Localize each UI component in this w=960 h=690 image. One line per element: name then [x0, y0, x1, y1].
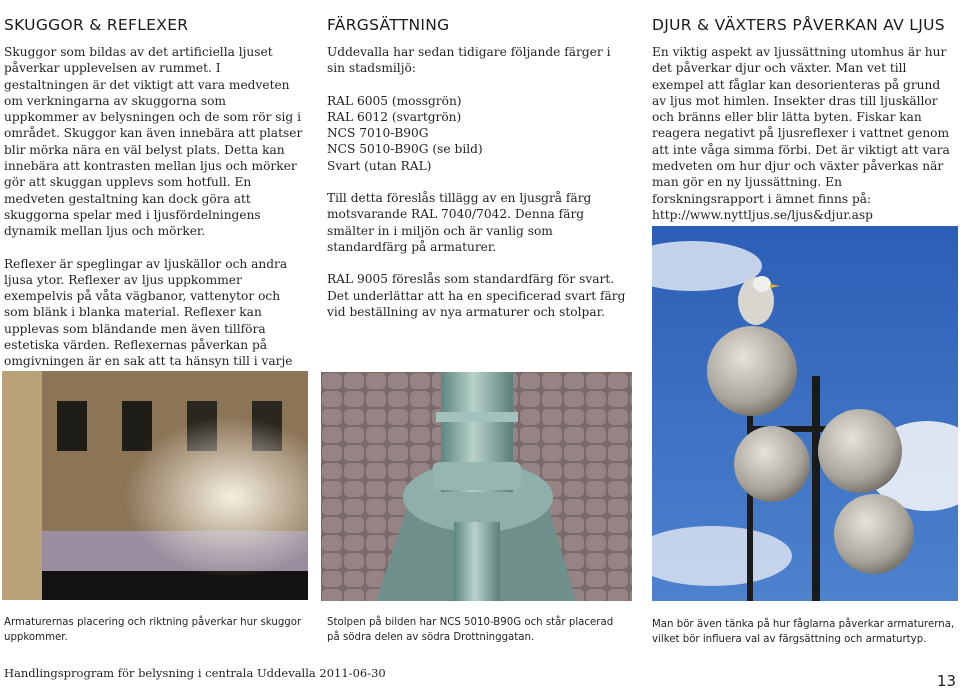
photo-night-facade — [2, 371, 308, 600]
color-item: RAL 6005 (mossgrön) — [327, 93, 462, 108]
color-item: RAL 6012 (svartgrön) — [327, 109, 462, 124]
night-facade-image — [2, 371, 308, 600]
color-list — [327, 93, 632, 174]
colors-black-paragraph: RAL 9005 föreslås som standardfärg för svart. Det underlättar att ha en specificerad svart färg vid beställning av nya armaturer och stolpar. — [327, 272, 626, 319]
animals-text — [652, 44, 954, 223]
caption-gull-lamps: Man bör även tänka på hur fåglarna påverkar armaturerna, vilket bör influera val av färgsättning och armaturtyp. — [652, 619, 955, 645]
color-item: NCS 5010-B90G (se bild) — [327, 142, 483, 157]
color-item: NCS 7010-B90G — [327, 126, 429, 141]
shadows-paragraph: Skuggor som bildas av det artificiella ljuset påverkar upplevelsen av rummet. I gestaltningen är det viktigt att vara medveten om verkningarna av skuggorna som uppkommer av belysningen och de som rör sig i området. Skuggor kan även innebära att platser blir mörka nära en väl belyst plats. Detta kan innebära att kontrasten mellan ljus och mörker gör att skuggan upplevs som hotfull. En medveten gestaltning kan dock göra att skuggorna spelar med i ljusfördelningens dynamik mellan ljus och mörker. — [4, 45, 303, 239]
photo-gull-lamps — [652, 226, 958, 601]
colors-text — [327, 44, 632, 320]
section-heading-shadows: SKUGGOR & REFLEXER — [4, 16, 189, 34]
colors-intro: Uddevalla har sedan tidigare följande färger i sin stadsmiljö: — [327, 45, 611, 76]
caption-green-pole: Stolpen på bilden har NCS 5010-B90G och står placerad på södra delen av södra Drottninggatan. — [327, 617, 614, 643]
document-footer: Handlingsprogram för belysning i centrala Uddevalla 2011-06-30 — [4, 666, 386, 680]
animals-paragraph: En viktig aspekt av ljussättning utomhus är hur det påverkar djur och växter. Man vet till exempel att fåglar kan desorienteras på grund av ljus mot himlen. Insekter dras till ljuskällor och bränns eller blir lätta byten. Fiskar kan reagera negativt på ljusreflexer i vattnet genom att inte våga simma förbi. Det är viktigt att vara medveten om hur djur och växter påverkas när man gör en ny ljussättning. En forskningsrapport i ämnet finns på: — [652, 45, 950, 206]
research-link[interactable]: http://www.nyttljus.se/ljus&djur.asp — [652, 207, 873, 222]
section-heading-animals: DJUR & VÄXTERS PÅVERKAN AV LJUS — [652, 16, 945, 34]
caption-night-facade: Armaturernas placering och riktning påverkar hur skuggor uppkommer. — [4, 617, 302, 643]
page-number: 13 — [936, 672, 956, 690]
colors-addition-paragraph: Till detta föreslås tillägg av en ljusgrå färg motsvarande RAL 7040/7042. Denna färg smälter in i miljön och är vanlig som standardfärg på armaturer. — [327, 191, 592, 254]
photo-green-pole — [321, 372, 632, 601]
green-pole-image — [321, 372, 632, 601]
gull-lamps-image — [652, 226, 958, 601]
reflexes-paragraph: Reflexer är speglingar av ljuskällor och andra ljusa ytor. Reflexer av ljus uppkommer exempelvis på våta vägbanor, vattenytor och som blänk i blanka material. Reflexer kan upplevas som bländande men även tillföra estetiska värden. Reflexernas påverkan på omgivningen är en sak att ta hänsyn till i varje — [4, 256, 293, 369]
color-item: Svart (utan RAL) — [327, 158, 432, 173]
section-heading-colors: FÄRGSÄTTNING — [327, 16, 450, 34]
